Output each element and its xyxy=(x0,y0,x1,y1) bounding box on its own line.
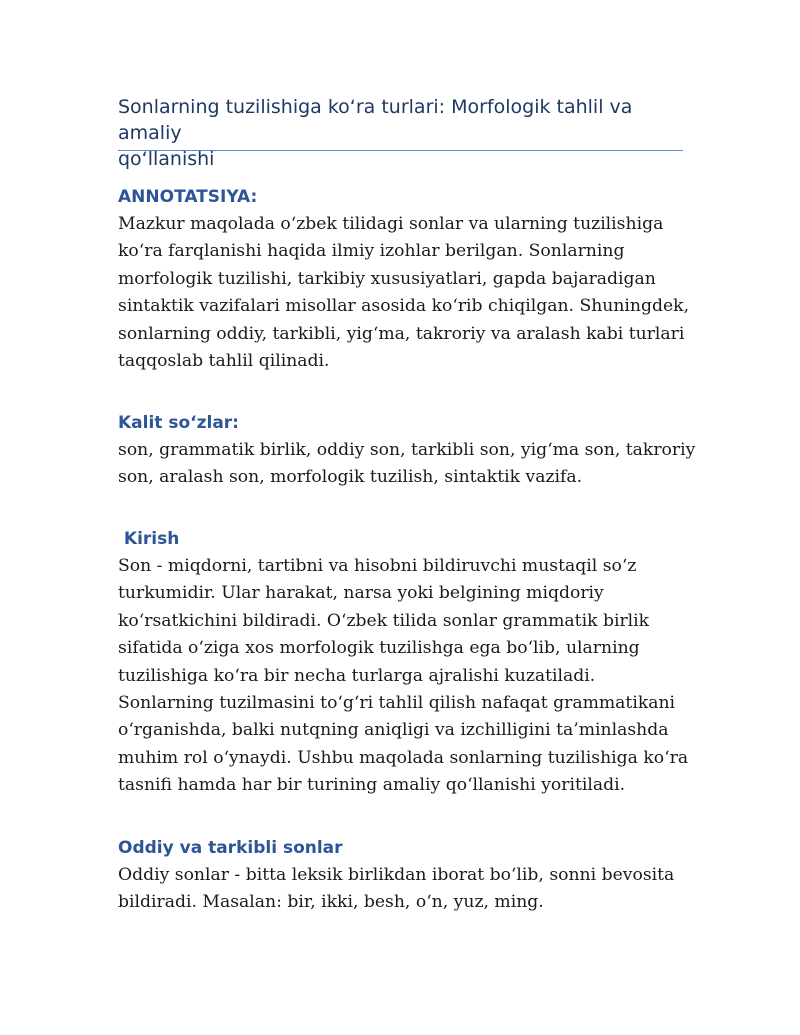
title-line: qo‘llanishi xyxy=(118,148,215,170)
section-heading-simple-compound: Oddiy va tarkibli sonlar xyxy=(118,838,343,858)
simple-compound-paragraph xyxy=(118,862,688,917)
text-line: sifatida o‘ziga xos morfologik tuzilishga ega bo‘lib, ularning xyxy=(118,638,640,659)
text-line: sonlarning oddiy, tarkibli, yig‘ma, takroriy va aralash kabi turlari xyxy=(118,323,685,344)
text-line: turkumidir. Ular harakat, narsa yoki belgining miqdoriy xyxy=(118,583,604,604)
text-line: muhim rol o‘ynaydi. Ushbu maqolada sonlarning tuzilishiga ko‘ra xyxy=(118,747,689,768)
text-line: Sonlarning tuzilmasini to‘g‘ri tahlil qilish nafaqat grammatikani xyxy=(118,693,676,714)
text-line: ko‘rsatkichini bildiradi. O‘zbek tilida sonlar grammatik birlik xyxy=(118,610,650,631)
title-line: Sonlarning tuzilishiga ko‘ra turlari: Morfologik tahlil va amaliy xyxy=(118,96,633,144)
introduction-paragraph xyxy=(118,553,688,800)
section-heading-annotation: ANNOTATSIYA: xyxy=(118,187,258,207)
text-line: Son - miqdorni, tartibni va hisobni bildiruvchi mustaqil so‘z xyxy=(118,556,637,576)
text-line: tasnifi hamda har bir turining amaliy qo‘llanishi yoritiladi. xyxy=(118,775,626,796)
title-underline xyxy=(118,150,683,151)
section-heading-keywords: Kalit so‘zlar: xyxy=(118,413,239,433)
text-line: taqqoslab tahlil qilinadi. xyxy=(118,351,330,372)
text-line: Mazkur maqolada o‘zbek tilidagi sonlar va ularning tuzilishiga xyxy=(118,214,664,234)
text-line: Oddiy sonlar - bitta leksik birlikdan iborat bo‘lib, sonni bevosita xyxy=(118,865,675,885)
text-line: son, aralash son, morfologik tuzilish, sintaktik vazifa. xyxy=(118,467,583,488)
keywords-paragraph xyxy=(118,437,696,492)
section-heading-introduction: Kirish xyxy=(118,529,180,549)
text-line: ko‘ra farqlanishi haqida ilmiy izohlar berilgan. Sonlarning xyxy=(118,241,625,262)
text-line: son, grammatik birlik, oddiy son, tarkibli son, yig‘ma son, takroriy xyxy=(118,440,696,460)
text-line: tuzilishiga ko‘ra bir necha turlarga ajralishi kuzatiladi. xyxy=(118,665,596,686)
text-line: o‘rganishda, balki nutqning aniqligi va izchilligini ta’minlashda xyxy=(118,720,669,741)
document-title xyxy=(118,94,688,172)
text-line: bildiradi. Masalan: bir, ikki, besh, o‘n, yuz, ming. xyxy=(118,892,544,913)
text-line: sintaktik vazifalari misollar asosida ko‘rib chiqilgan. Shuningdek, xyxy=(118,296,690,317)
text-line: morfologik tuzilishi, tarkibiy xususiyatlari, gapda bajaradigan xyxy=(118,268,656,289)
annotation-paragraph xyxy=(118,211,688,375)
